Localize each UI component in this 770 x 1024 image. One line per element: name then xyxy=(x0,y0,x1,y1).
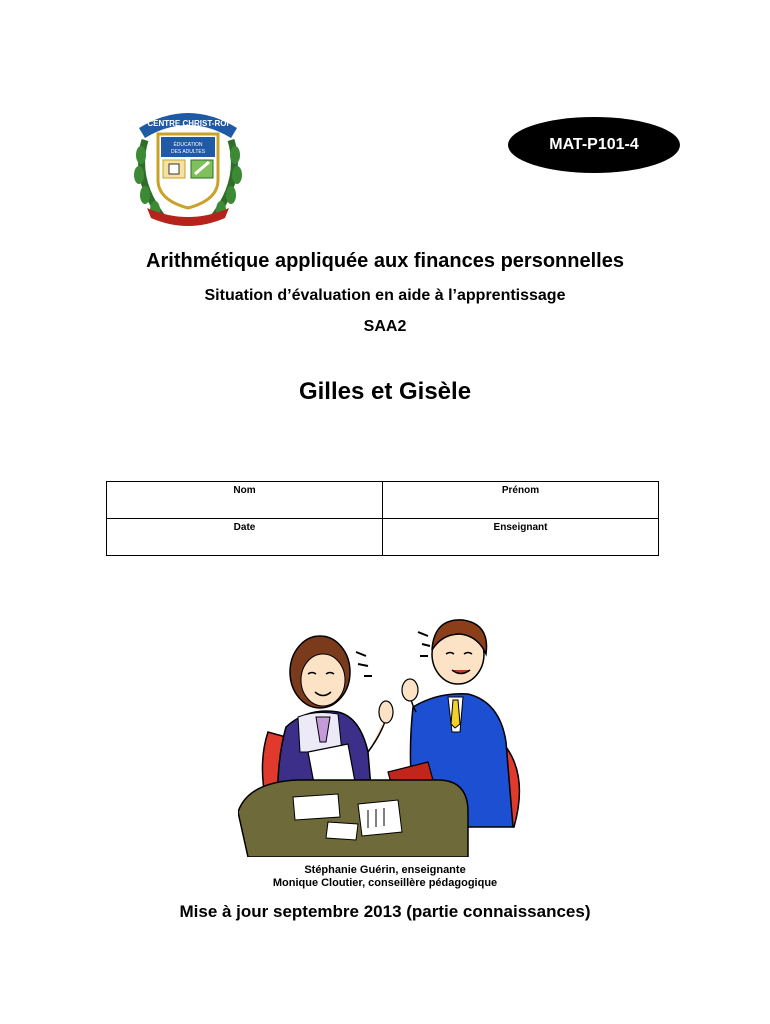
teacher-field[interactable]: Enseignant xyxy=(383,519,659,556)
document-subtitle: Situation d’évaluation en aide à l’apprentissage xyxy=(204,287,566,304)
table-row xyxy=(107,519,659,556)
credit-line-2: Monique Cloutier, conseillère pédagogique xyxy=(272,877,498,889)
document-title: Arithmétique appliquée aux finances personnelles xyxy=(146,250,624,272)
school-crest-logo xyxy=(133,100,243,230)
credit-line-1: Stéphanie Guérin, enseignante xyxy=(304,864,466,876)
svg-text:DES ADULTES: DES ADULTES xyxy=(170,149,206,155)
document-code: SAA2 xyxy=(363,318,407,335)
date-field[interactable]: Date xyxy=(107,519,383,556)
svg-text:ÉDUCATION: ÉDUCATION xyxy=(173,142,203,148)
svg-text:CENTRE CHRIST-ROI: CENTRE CHRIST-ROI xyxy=(147,119,229,128)
main-title: Gilles et Gisèle xyxy=(298,378,472,405)
meeting-illustration xyxy=(238,612,538,857)
update-note: Mise à jour septembre 2013 (partie connaissances) xyxy=(179,902,591,921)
credits xyxy=(0,864,770,890)
name-field[interactable]: Nom xyxy=(107,482,383,519)
student-info-table xyxy=(106,481,659,556)
first-name-field[interactable]: Prénom xyxy=(383,482,659,519)
course-code-badge: MAT-P101-4 xyxy=(508,117,680,173)
table-row xyxy=(107,482,659,519)
